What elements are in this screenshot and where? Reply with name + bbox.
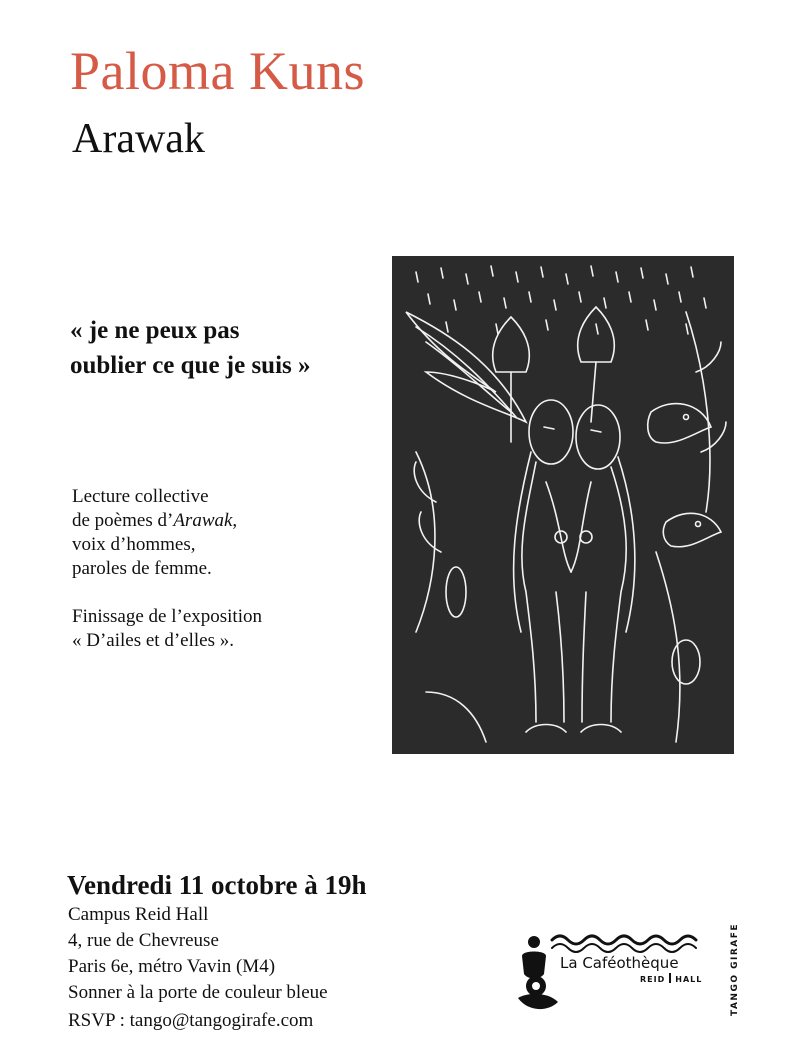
description-book-italic: Arawak: [173, 510, 233, 531]
cafe-subtitle: [640, 973, 702, 984]
venue-line-2: 4, rue de Chevreuse: [68, 930, 219, 951]
book-title: Arawak: [72, 116, 205, 162]
venue-line-3: Paris 6e, métro Vavin (M4): [68, 956, 276, 977]
event-date: Vendredi 11 octobre à 19h: [67, 870, 367, 900]
publisher-brand: TANGO GIRAFE: [730, 922, 740, 1016]
description-line-5: Finissage de l’exposition: [72, 606, 262, 627]
event-description: [72, 485, 262, 653]
description-spacer: [72, 581, 262, 605]
cafe-name: La Caféothèque: [560, 954, 679, 972]
description-line-6: « D’ailes et d’elles ».: [72, 630, 234, 651]
description-line-2: [72, 509, 262, 533]
quote: [70, 313, 311, 383]
cafe-sub-separator: [669, 973, 671, 983]
event-venue: [68, 902, 328, 1006]
description-line-3: voix d’hommes,: [72, 534, 196, 555]
rsvp-contact: RSVP : tango@tangogirafe.com: [68, 1010, 314, 1031]
author-name: Paloma Kuns: [70, 41, 365, 101]
quote-line-2: oublier ce que je suis »: [70, 352, 311, 379]
cafe-sub-left: REID: [640, 975, 666, 984]
quote-line-1: « je ne peux pas: [70, 317, 240, 344]
venue-line-4: Sonner à la porte de couleur bleue: [68, 982, 328, 1003]
description-line-2-suffix: ,: [232, 510, 238, 531]
description-line-2-prefix: de poèmes d’: [72, 510, 174, 531]
description-line-4: paroles de femme.: [72, 558, 212, 579]
cafe-sub-right: HALL: [675, 975, 703, 984]
description-line-1: Lecture collective: [72, 486, 209, 507]
venue-line-1: Campus Reid Hall: [68, 904, 209, 925]
woodcut-artwork-icon: [386, 252, 740, 758]
